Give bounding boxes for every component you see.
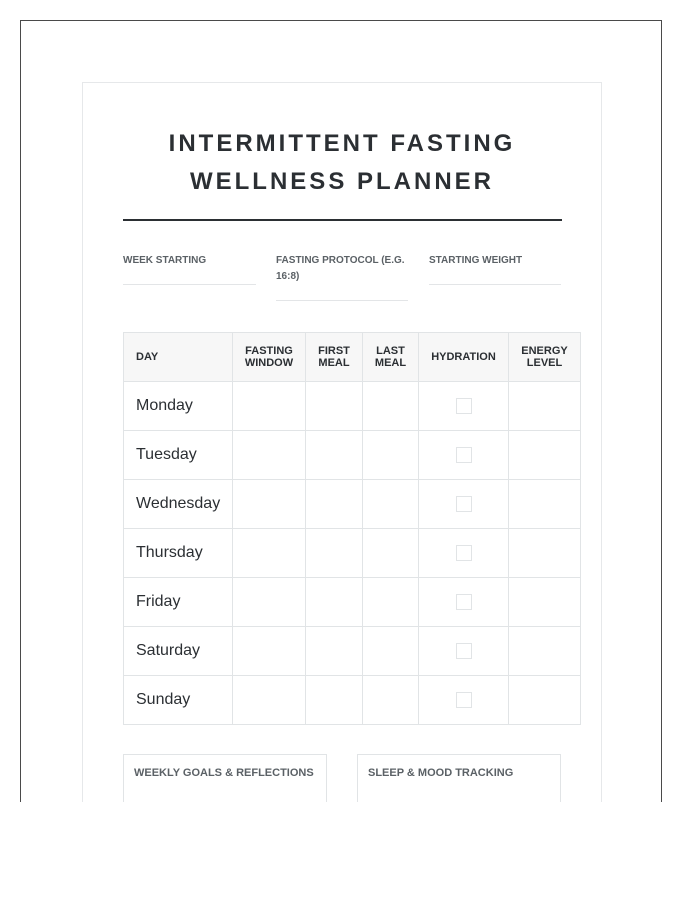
header-energy-level: ENERGY LEVEL: [509, 333, 581, 382]
day-cell: Friday: [124, 578, 233, 627]
hydration-cell: [419, 431, 509, 480]
hydration-checkbox[interactable]: [456, 692, 472, 708]
header-last-meal: LAST MEAL: [363, 333, 419, 382]
fasting-window-cell[interactable]: [233, 627, 306, 676]
hydration-checkbox[interactable]: [456, 447, 472, 463]
starting-weight-line[interactable]: [429, 284, 561, 285]
hydration-checkbox[interactable]: [456, 398, 472, 414]
last-meal-cell[interactable]: [363, 676, 419, 725]
last-meal-cell[interactable]: [363, 431, 419, 480]
hydration-checkbox[interactable]: [456, 496, 472, 512]
fasting-window-cell[interactable]: [233, 480, 306, 529]
weekly-goals-label: WEEKLY GOALS & REFLECTIONS: [134, 767, 314, 779]
hydration-checkbox[interactable]: [456, 545, 472, 561]
sleep-mood-label: SLEEP & MOOD TRACKING: [368, 767, 514, 779]
day-cell: Tuesday: [124, 431, 233, 480]
hydration-cell: [419, 529, 509, 578]
energy-level-cell[interactable]: [509, 529, 581, 578]
table-row: [124, 431, 581, 480]
last-meal-cell[interactable]: [363, 627, 419, 676]
fasting-window-cell[interactable]: [233, 578, 306, 627]
page-frame: [20, 20, 662, 802]
energy-level-cell[interactable]: [509, 382, 581, 431]
day-cell: Monday: [124, 382, 233, 431]
planner-title: [83, 125, 601, 201]
planner-sheet: [82, 82, 602, 802]
energy-level-cell[interactable]: [509, 627, 581, 676]
header-fasting-window: FASTING WINDOW: [233, 333, 306, 382]
energy-level-cell[interactable]: [509, 480, 581, 529]
weekly-plan-table: [123, 332, 581, 725]
header-first-meal: FIRST MEAL: [306, 333, 363, 382]
table-header-row: [124, 333, 581, 382]
fasting-window-cell[interactable]: [233, 676, 306, 725]
first-meal-cell[interactable]: [306, 676, 363, 725]
hydration-cell: [419, 627, 509, 676]
hydration-cell: [419, 578, 509, 627]
week-starting-field[interactable]: [123, 253, 256, 269]
day-cell: Wednesday: [124, 480, 233, 529]
first-meal-cell[interactable]: [306, 480, 363, 529]
table-row: [124, 676, 581, 725]
fasting-protocol-label-1: FASTING PROTOCOL (E.G.: [276, 255, 405, 266]
last-meal-cell[interactable]: [363, 578, 419, 627]
table-row: [124, 578, 581, 627]
title-divider: [123, 219, 562, 221]
starting-weight-label: STARTING WEIGHT: [429, 255, 523, 266]
energy-level-cell[interactable]: [509, 578, 581, 627]
header-hydration: HYDRATION: [419, 333, 509, 382]
first-meal-cell[interactable]: [306, 578, 363, 627]
day-cell: Thursday: [124, 529, 233, 578]
weekly-goals-box[interactable]: [123, 754, 327, 802]
table-row: [124, 627, 581, 676]
energy-level-cell[interactable]: [509, 431, 581, 480]
hydration-checkbox[interactable]: [456, 643, 472, 659]
title-line-1: INTERMITTENT FASTING: [168, 130, 516, 157]
week-starting-label: WEEK STARTING: [123, 255, 207, 266]
first-meal-cell[interactable]: [306, 382, 363, 431]
fasting-window-cell[interactable]: [233, 382, 306, 431]
title-line-2: WELLNESS PLANNER: [189, 168, 494, 195]
first-meal-cell[interactable]: [306, 529, 363, 578]
table-row: [124, 382, 581, 431]
sleep-mood-box[interactable]: [357, 754, 561, 802]
last-meal-cell[interactable]: [363, 382, 419, 431]
starting-weight-field[interactable]: [429, 253, 561, 269]
fasting-protocol-line[interactable]: [276, 300, 408, 301]
hydration-cell: [419, 382, 509, 431]
table-row: [124, 529, 581, 578]
hydration-cell: [419, 480, 509, 529]
first-meal-cell[interactable]: [306, 627, 363, 676]
day-cell: Sunday: [124, 676, 233, 725]
fasting-protocol-field[interactable]: [276, 253, 408, 285]
table-row: [124, 480, 581, 529]
first-meal-cell[interactable]: [306, 431, 363, 480]
last-meal-cell[interactable]: [363, 529, 419, 578]
day-cell: Saturday: [124, 627, 233, 676]
week-starting-line[interactable]: [123, 284, 256, 285]
hydration-cell: [419, 676, 509, 725]
last-meal-cell[interactable]: [363, 480, 419, 529]
header-day: DAY: [124, 333, 233, 382]
fasting-window-cell[interactable]: [233, 431, 306, 480]
fasting-window-cell[interactable]: [233, 529, 306, 578]
energy-level-cell[interactable]: [509, 676, 581, 725]
hydration-checkbox[interactable]: [456, 594, 472, 610]
fasting-protocol-label-2: 16:8): [276, 271, 300, 282]
